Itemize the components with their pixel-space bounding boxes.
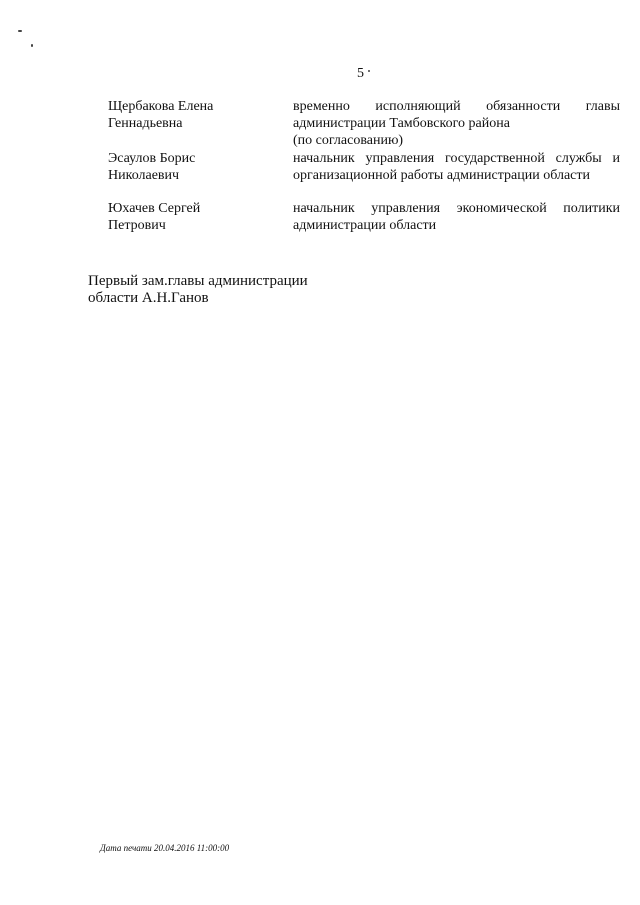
- page-number: 5: [357, 66, 364, 81]
- member-position-line: начальник управления экономической политики: [293, 201, 620, 216]
- scan-speck: [31, 44, 33, 47]
- member-position: [293, 150, 620, 184]
- member-name-line: Геннадьевна: [108, 116, 183, 131]
- member-name: [108, 150, 283, 184]
- member-position-line: организационной работы администрации области: [293, 168, 590, 183]
- member-name-line: Щербакова Елена: [108, 99, 214, 114]
- member-position: [293, 200, 620, 234]
- member-name: [108, 98, 283, 132]
- signature-line: Первый зам.главы администрации: [88, 273, 308, 289]
- member-row: [108, 150, 620, 186]
- member-position-line: (по согласованию): [293, 133, 404, 148]
- scan-speck: [18, 30, 22, 32]
- scan-speck: [368, 70, 370, 72]
- member-position-line: временно исполняющий обязанности главы: [293, 99, 620, 114]
- member-position-line: администрации области: [293, 218, 437, 233]
- member-row: [108, 98, 620, 150]
- signature-line: области А.Н.Ганов: [88, 290, 209, 306]
- member-name-line: Николаевич: [108, 168, 180, 183]
- member-name-line: Петрович: [108, 218, 166, 233]
- signature-block: [88, 273, 348, 307]
- member-position-line: администрации Тамбовского района: [293, 116, 510, 131]
- print-date-footer: Дата печати 20.04.2016 11:00:00: [100, 843, 230, 853]
- member-row: [108, 200, 620, 236]
- member-name-line: Эсаулов Борис: [108, 151, 196, 166]
- member-name-line: Юхачев Сергей: [108, 201, 201, 216]
- member-position-line: начальник управления государственной службы и: [293, 151, 620, 166]
- member-position: [293, 98, 620, 149]
- member-name: [108, 200, 283, 234]
